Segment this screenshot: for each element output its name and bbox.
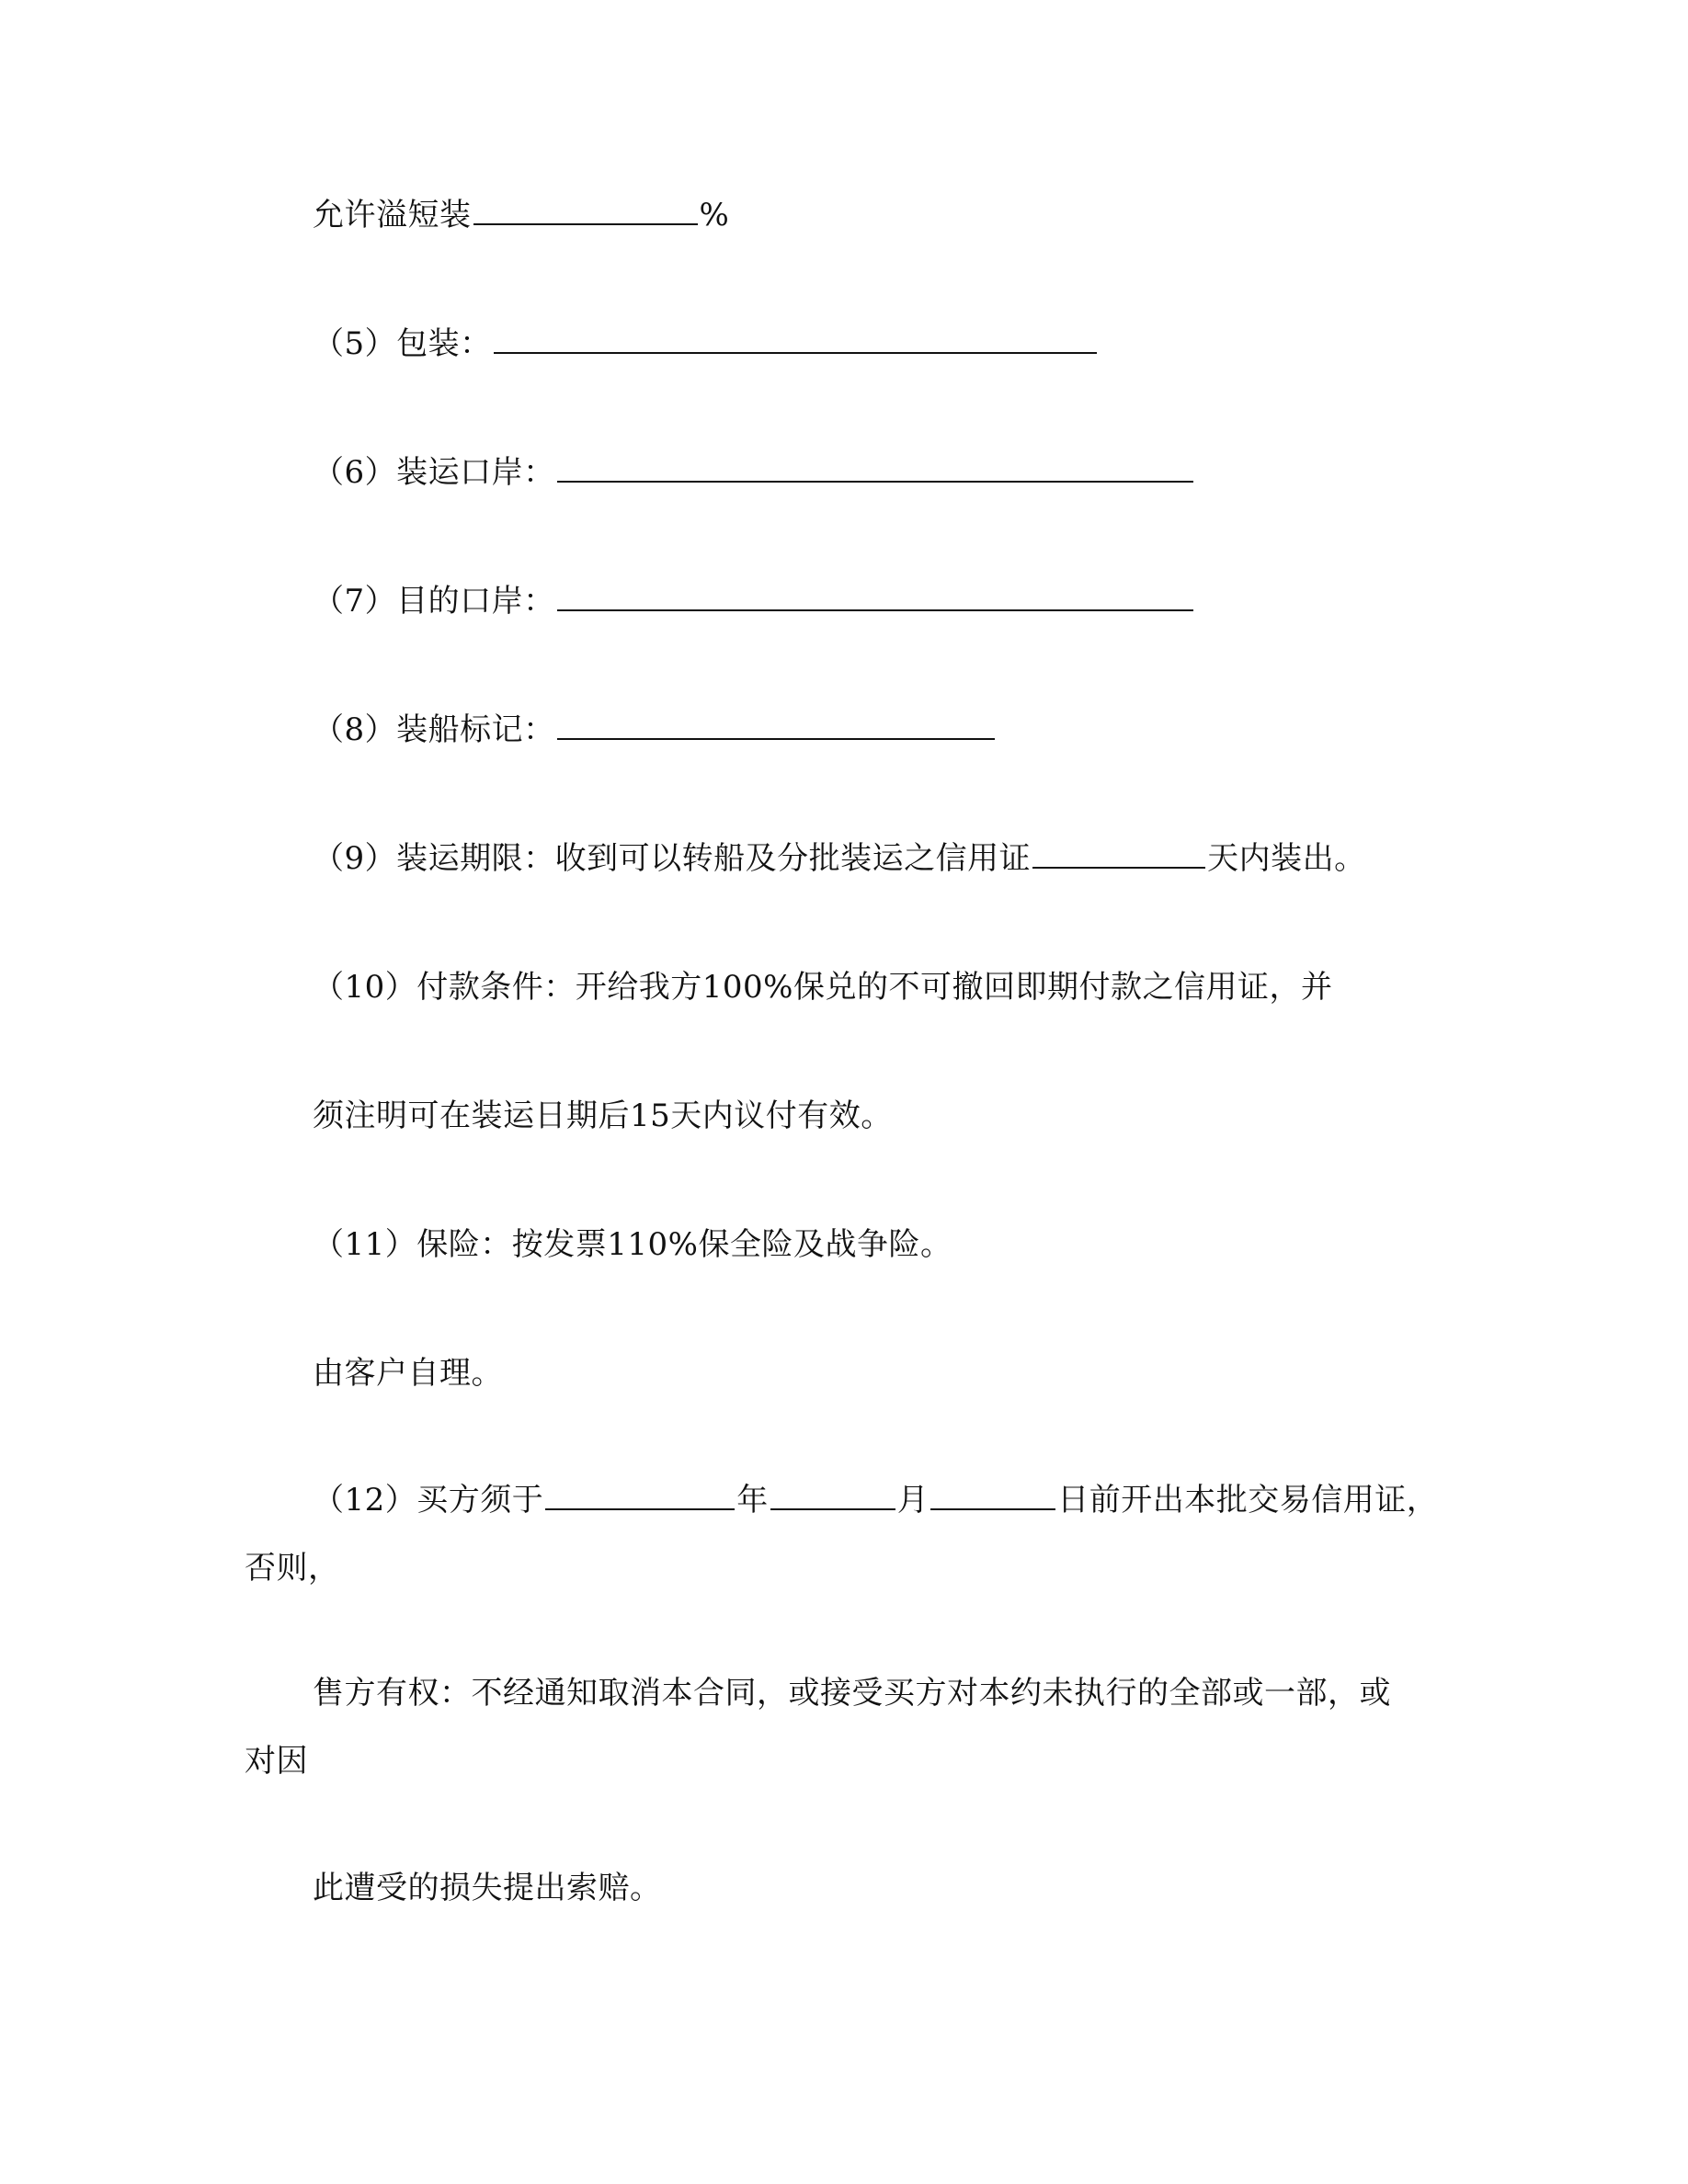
- payment-terms-line: （10）付款条件：开给我方100%保兑的不可撤回即期付款之信用证，并: [313, 969, 1333, 1006]
- loading-port-line: [313, 454, 1195, 491]
- lc-deadline-label: （12）买方须于: [313, 1482, 544, 1519]
- year-blank[interactable]: [545, 1483, 735, 1510]
- lc-deadline-suffix: 日前开出本批交易信用证，: [1057, 1482, 1439, 1519]
- month-blank[interactable]: [770, 1483, 895, 1510]
- loading-port-label: （6）装运口岸：: [313, 454, 555, 491]
- otherwise-line: 否则，: [245, 1550, 340, 1587]
- destination-port-label: （7）目的口岸：: [313, 583, 555, 620]
- shipment-period-label: （9）装运期限：收到可以转船及分批装运之信用证: [313, 840, 1032, 877]
- shipping-mark-label: （8）装船标记：: [313, 711, 555, 748]
- insurance-line: （11）保险：按发票110%保全险及战争险。: [313, 1226, 952, 1263]
- customer-handles-line: 由客户自理。: [313, 1355, 503, 1392]
- claim-line: 此遭受的损失提出索赔。: [313, 1870, 662, 1906]
- shipping-mark-blank[interactable]: [557, 712, 995, 740]
- shipment-period-line: [313, 840, 1366, 877]
- overshort-blank[interactable]: [473, 198, 698, 225]
- destination-port-blank[interactable]: [557, 584, 1193, 611]
- packing-blank[interactable]: [494, 326, 1097, 354]
- seller-rights-line: 售方有权：不经通知取消本合同，或接受买方对本约未执行的全部或一部，或: [313, 1675, 1391, 1712]
- shipment-period-suffix: 天内装出。: [1207, 840, 1366, 877]
- payment-terms-continued: 须注明可在装运日期后15天内议付有效。: [313, 1098, 893, 1134]
- packing-line: [313, 325, 1099, 362]
- lc-deadline-line: [313, 1482, 1438, 1519]
- day-blank[interactable]: [930, 1483, 1055, 1510]
- seller-rights-continued: 对因: [245, 1743, 308, 1780]
- shipping-mark-line: [313, 711, 997, 748]
- year-label: 年: [736, 1482, 769, 1519]
- loading-port-blank[interactable]: [557, 455, 1193, 483]
- packing-label: （5）包装：: [313, 325, 492, 362]
- overshort-suffix: %: [699, 197, 730, 233]
- month-label: 月: [896, 1482, 930, 1519]
- overshort-line: [313, 197, 729, 233]
- overshort-label: 允许溢短装: [313, 197, 472, 233]
- shipment-days-blank[interactable]: [1032, 841, 1205, 869]
- destination-port-line: [313, 583, 1195, 620]
